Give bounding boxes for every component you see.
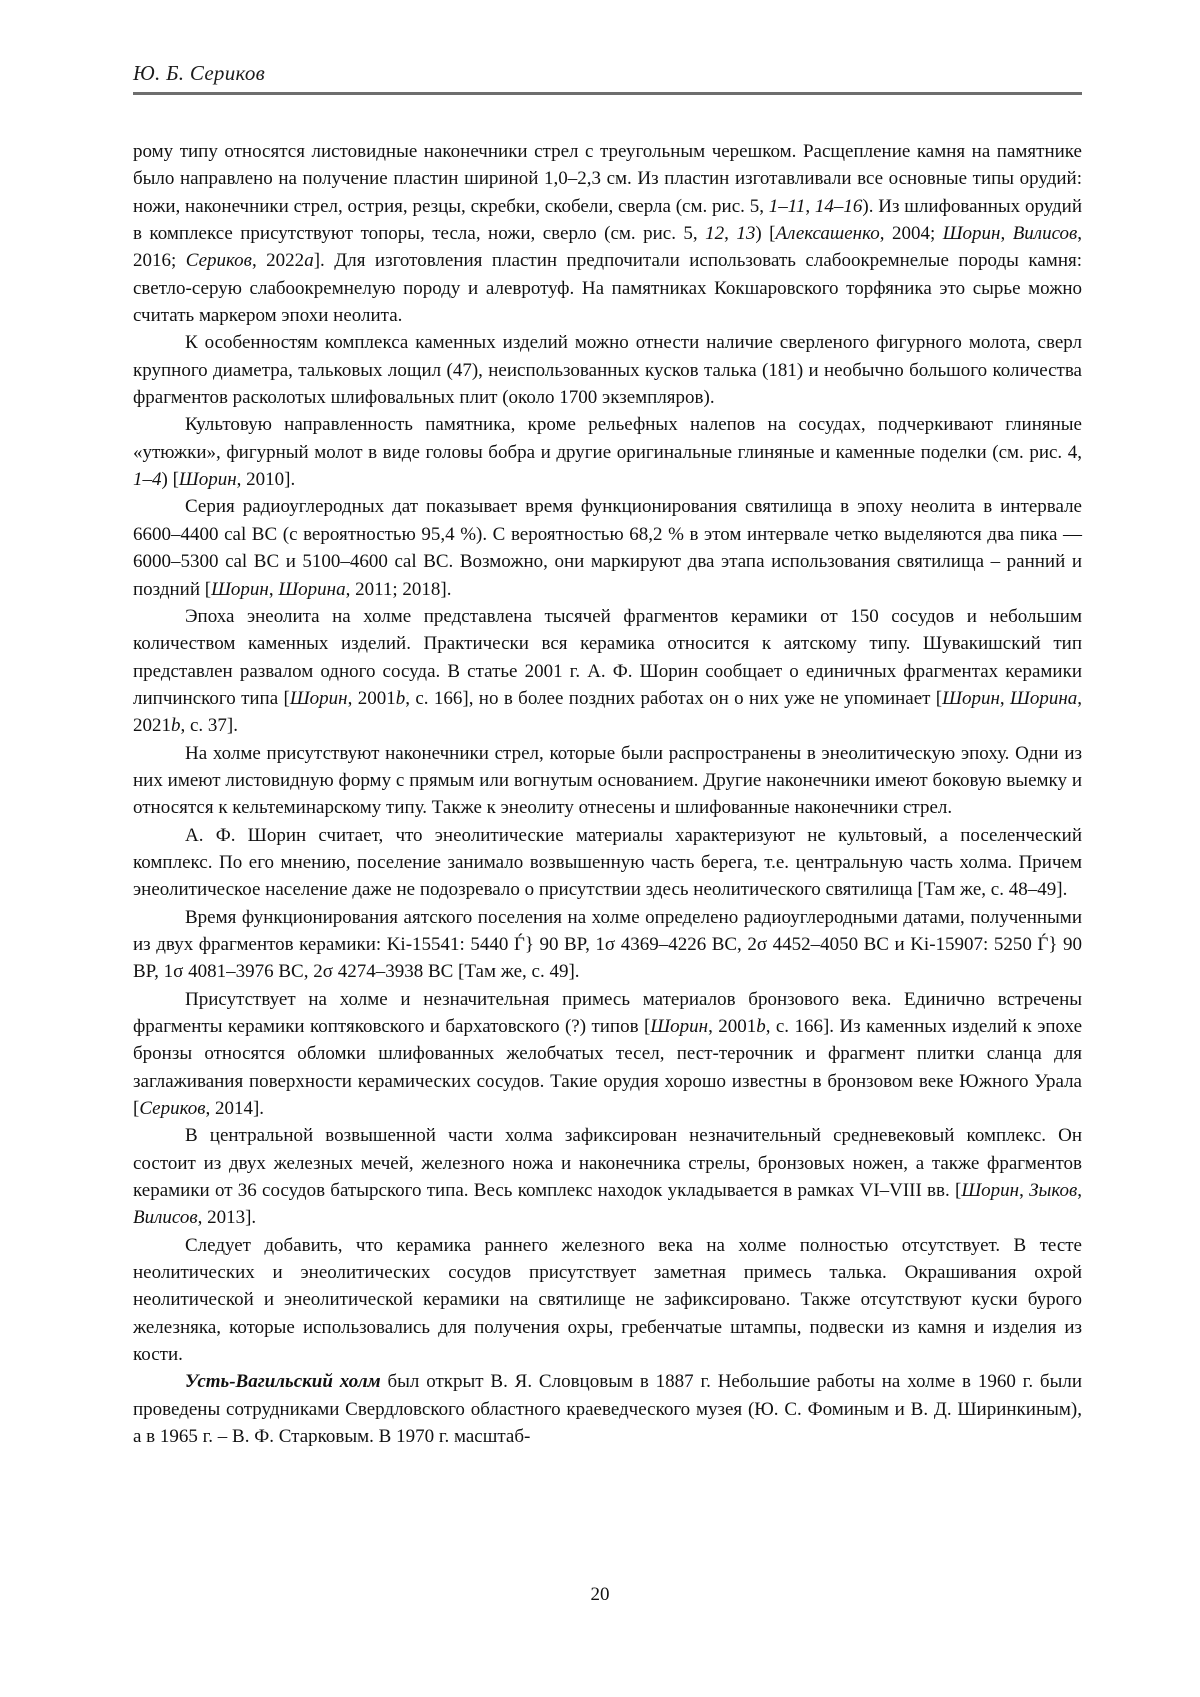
text-segment: , [1019,1180,1030,1202]
text-segment: Шорин [289,687,348,709]
text-segment: Шорина [278,578,346,600]
text-segment: , с. 166]. Из каменных изделий к эпохе бронзы относятся обломки шлифованных желобчатых тесел, пест-терочник и фрагмент плитки сланца для заглаживания поверхности керамических сосудов. Такие орудия хорошо известны в бронзовом веке Южного Урала [ [133,1016,1083,1120]
text-segment: b [171,715,181,737]
text-segment: На холме присутствуют наконечники стрел, которые были распространены в энеолитическую эпоху. Одни из них имеют листовидную форму с прямым или вогнутым основанием. Другие наконечники имеют боковую выемку и относятся к кельтеминарскому типу. Также к энеолиту отнесены и шлифованные наконечники стрел. [133,742,1082,819]
text-segment: , 2014]. [205,1098,265,1120]
text-segment: Шорин [961,1180,1020,1202]
page-number: 20 [590,1584,610,1605]
paragraph [133,329,1082,411]
text-segment: а [304,250,314,272]
text-segment: ]. Для изготовления пластин предпочитали использовать слабоокремнелые породы камня: светло-серую слабоокремнелую породу и алевротуф. На памятниках Кокшаровского торфяника это сырье можно считать маркером эпохи неолита. [133,250,1083,327]
paragraph [133,1122,1082,1231]
text-segment: Следует добавить, что керамика раннего железного века на холме полностью отсутствует. В тесте неолитических и энеолитических сосудов присутствует заметная примесь талька. Окрашивания охрой неолитической и энеолитической керамики на святилище не зафиксировано. Также отсутствуют куски бурого железняка, которые использовались для получения охры, гребенчатые штампы, подвески из камня и изделия из кости. [133,1234,1082,1366]
text-segment: 13 [736,223,756,245]
text-segment: , 2010]. [236,469,296,491]
paragraph [133,493,1082,602]
header-rule [133,92,1082,95]
paragraph [133,1232,1082,1369]
text-segment: В центральной возвышенной части холма зафиксирован незначительный средневековый комплекс. Он состоит из двух железных мечей, железного ножа и наконечника стрелы, бронзовых ножен, а также фрагментов керамики от 36 сосудов батырского типа. Весь комплекс находок укладывается в рамках VI–VIII вв. [ [133,1125,1082,1202]
text-segment: Сериков [139,1098,206,1120]
text-segment: b [756,1016,766,1037]
text-segment: 12 [705,223,725,245]
paragraph [133,411,1082,493]
text-segment: 14–16 [814,195,863,217]
paragraph [133,904,1082,986]
text-segment: А. Ф. Шорин считает, что энеолитические материалы характеризуют не культовый, а поселенческий комплекс. По его мнению, поселение занимало возвышенную часть берега, т.е. центральную часть холма. Причем энеолитическое население даже не подозревало о присутствии здесь неолитического святилища [Там же, с. 48–49]. [133,824,1082,901]
text-segment: Присутствует на холме и незначительная примесь материалов бронзового века. Единично встречены фрагменты керамики коптяковского и бархатовского (?) типов [ [133,988,1082,1037]
text-segment: К особенностям комплекса каменных изделий можно отнести наличие сверленого фигурного молота, сверл крупного диаметра, тальковых лощил (47), неиспользованных кусков талька (181) и необычно большого количества фрагментов расколотых шлифовальных плит (около 1700 экземпляров). [133,332,1082,409]
text-segment: 1–11 [768,195,806,217]
text-segment: , [268,578,279,600]
text-segment: Сериков [185,250,252,272]
text-segment: Шорин [942,223,1001,245]
author-name: Ю. Б. Сериков [133,61,266,85]
text-segment: Шорин [650,1016,709,1037]
text-segment: Зыков [1029,1180,1078,1202]
text-segment: Шорин [942,687,1000,709]
paragraph [133,986,1082,1123]
paragraph [133,740,1082,822]
running-header [133,60,1082,95]
text-segment: , [805,195,815,217]
text-segment: Шорин [178,469,237,491]
text-segment: , 2016; [133,223,1083,272]
text-segment: Усть-Вагильский холм [185,1371,381,1393]
text-segment: b [395,687,406,709]
text-segment: Шорин [211,578,269,600]
paragraph [133,1368,1082,1450]
text-segment: Вилисов [133,1207,198,1229]
text-segment: , [999,687,1010,709]
text-segment: , с. 37]. [180,715,239,737]
text-segment: , 2011; 2018]. [345,578,452,600]
text-segment: Культовую направленность памятника, кроме рельефных налепов на сосудах, подчеркивают глиняные «утюжки», фигурный молот в виде головы бобра и другие оригинальные глиняные и каменные поделки (см. рис. 4, [133,414,1082,463]
text-segment: Вилисов [1012,223,1078,245]
text-segment: 1–4 [133,469,162,491]
text-segment: рому типу относятся листовидные наконечники стрел с треугольным черешком. Расщепление камня на памятнике было направлено на получение пластин шириной 1,0–2,3 см. Из пластин изготавливали все основные типы орудий: ножи, наконечники стрел, острия, резцы, скребки, скобели, сверла (см. рис. 5, [133,141,1082,217]
text-segment: , 2013]. [197,1207,257,1229]
text-segment: ) [ [161,469,179,491]
text-segment: , 2001 [708,1016,757,1037]
text-segment: Алексашенко [775,223,880,245]
text-segment: , [724,223,737,245]
text-segment: , [1000,223,1013,245]
text-segment: , с. 166], но в более поздних работах он о них уже не упоминает [ [405,687,943,709]
paragraph [133,603,1082,740]
text-segment: ) [ [755,223,776,245]
text-segment: Эпоха энеолита на холме представлена тысячей фрагментов керамики от 150 сосудов и небольшим количеством каменных изделий. Практически вся керамика относится к аятскому типу. Шувакишский тип представлен развалом одного сосуда. В статье 2001 г. А. Ф. Шорин сообщает о единичных фрагментах керамики липчинского типа [ [133,605,1082,709]
body-text [133,138,1082,1451]
text-segment: ). Из шлифованных орудий в комплексе присутствуют топоры, тесла, ножи, сверло (см. рис. 5, [133,195,1082,245]
text-segment: Время функционирования аятского поселения на холме определено радиоуглеродными датами, полученными из двух фрагментов керамики: Ki-15541: 5440 Ѓ} 90 BP, 1σ 4369–4226 BC, 2σ 4452–4050 BC и Ki-15907: 5250 Ѓ} 90 BP, 1σ 4081–3976 BC, 2σ 4274–3938 BC [Там же, с. 49]. [133,906,1082,983]
text-segment: , 2022 [251,250,305,272]
text-segment: , 2021 [133,687,1082,737]
text-segment: Шорина [1010,687,1078,709]
text-segment: был открыт В. Я. Словцовым в 1887 г. Небольшие работы на холме в 1960 г. были проведены сотрудниками Свердловского областного краеведческого музея (Ю. С. Фоминым и В. Д. Ширинкиным), а в 1965 г. – В. Ф. Старковым. В 1970 г. масштаб- [133,1371,1082,1448]
paragraph [133,822,1082,904]
text-segment: , 2001 [347,687,396,709]
text-segment: , 2004; [879,223,943,245]
paragraph [133,138,1082,329]
text-segment: , [1077,1180,1082,1202]
text-segment: Серия радиоуглеродных дат показывает время функционирования святилища в эпоху неолита в интервале 6600–4400 cal BC (с вероятностью 95,4 %). С вероятностью 68,2 % в этом интервале четко выделяются два пика — 6000–5300 cal BC и 5100–4600 cal BC. Возможно, они маркируют два этапа использования святилища – ранний и поздний [ [133,496,1082,600]
